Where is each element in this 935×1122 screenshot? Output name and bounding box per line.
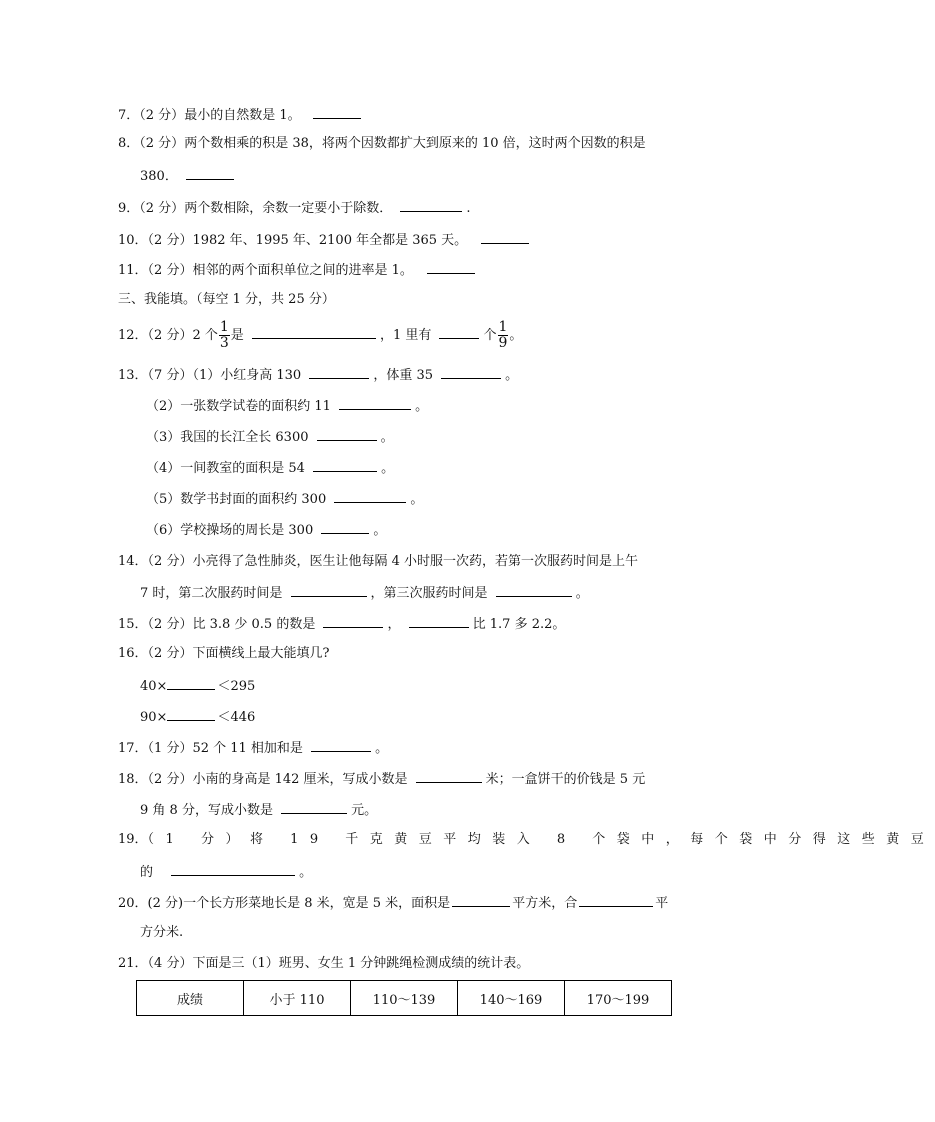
table-header-cell: 140～169 (458, 981, 565, 1016)
question-text: 一个长方形菜地长是 8 米，宽是 5 米，面积是 (183, 896, 451, 911)
question-number: 7． (118, 108, 140, 123)
question-text: 两个数相乘的积是 38，将两个因数都扩大到原来的 10 倍，这时两个因数的积是 (184, 136, 646, 151)
question-13-part-4 (146, 459, 394, 477)
question-18 (118, 770, 645, 788)
question-16-row-2 (140, 708, 255, 726)
punctuation: . (466, 201, 471, 216)
question-score: （2 分） (139, 136, 185, 151)
answer-blank[interactable] (313, 106, 361, 119)
question-number: 9． (118, 201, 140, 216)
fraction-one-third (219, 320, 230, 351)
answer-blank[interactable] (400, 199, 462, 212)
question-text: （1）小红身高 130 (192, 368, 302, 383)
question-text: 小亮得了急性肺炎，医生让他每隔 4 小时服一次药，若第一次服药时间是上午 (192, 554, 638, 569)
punctuation: 。 (415, 399, 429, 414)
question-score: （2 分） (147, 617, 193, 632)
question-score: （7 分） (147, 368, 193, 383)
question-text: ，体重 35 (373, 368, 433, 383)
answer-blank[interactable] (321, 521, 369, 534)
question-number: 8． (118, 136, 140, 151)
question-score: （2 分） (139, 108, 185, 123)
question-text: 米；一盒饼干的价钱是 5 元 (485, 772, 646, 787)
fraction-numerator: 1 (498, 319, 508, 335)
question-text: （4）一间教室的面积是 54 (146, 461, 305, 476)
answer-blank[interactable] (439, 326, 479, 339)
question-13-part-2 (146, 397, 428, 415)
question-number: 17． (118, 741, 148, 756)
question-14 (118, 554, 638, 570)
punctuation: 。 (380, 430, 394, 445)
answer-blank[interactable] (291, 584, 367, 597)
answer-blank[interactable] (281, 801, 347, 814)
table-header-cell: 110～139 (351, 981, 458, 1016)
question-score: （2 分） (147, 233, 193, 248)
question-text: 小南的身高是 142 厘米，写成小数是 (192, 772, 408, 787)
answer-blank[interactable] (579, 894, 653, 907)
answer-blank[interactable] (167, 708, 215, 721)
answer-blank[interactable] (496, 584, 572, 597)
question-21 (118, 956, 529, 972)
question-text: 平 (655, 896, 669, 911)
answer-blank[interactable] (481, 231, 529, 244)
fraction-numerator: 1 (219, 319, 229, 335)
answer-blank[interactable] (452, 894, 510, 907)
question-score: （2 分） (147, 554, 193, 569)
question-15 (118, 615, 565, 633)
question-10 (118, 231, 533, 249)
question-score: （2 分） (147, 646, 193, 661)
question-number: 15． (118, 617, 148, 632)
answer-blank[interactable] (416, 770, 482, 783)
punctuation: 。 (410, 492, 424, 507)
question-number: 14． (118, 554, 148, 569)
question-number: 20． (118, 896, 148, 911)
answer-blank[interactable] (186, 167, 234, 180)
question-text: ＜446 (217, 710, 256, 725)
question-11 (118, 261, 479, 279)
question-14-continued (140, 584, 589, 602)
question-score: （2 分） (147, 772, 193, 787)
question-20 (118, 894, 668, 912)
question-text: 比 3.8 少 0.5 的数是 (192, 617, 316, 632)
question-text: 元。 (351, 803, 378, 818)
question-text: 个 (483, 328, 497, 343)
question-20-continued (140, 925, 183, 941)
question-8 (118, 136, 646, 152)
answer-blank[interactable] (317, 428, 377, 441)
answer-blank[interactable] (167, 677, 215, 690)
question-13 (118, 366, 518, 384)
question-13-part-3 (146, 428, 394, 446)
answer-blank[interactable] (441, 366, 501, 379)
punctuation: 。 (509, 328, 523, 343)
question-number: 10． (118, 233, 148, 248)
question-number: 11． (118, 263, 148, 278)
answer-blank[interactable] (309, 366, 369, 379)
question-text: （6）学校操场的周长是 300 (146, 523, 314, 538)
answer-blank[interactable] (311, 739, 371, 752)
question-19 (118, 832, 935, 848)
question-text: 90× (140, 710, 168, 725)
question-text: （5）数学书封面的面积约 300 (146, 492, 327, 507)
question-text: 52 个 11 相加和是 (192, 741, 303, 756)
question-16-row-1 (140, 677, 255, 695)
question-17 (118, 739, 388, 757)
question-score: (2 分) (147, 896, 184, 911)
question-text: 比 1.7 多 2.2。 (472, 617, 566, 632)
question-score: （4 分） (147, 956, 193, 971)
answer-blank[interactable] (171, 863, 295, 876)
section-heading: 三、我能填。（每空 1 分，共 25 分） (118, 292, 335, 307)
question-text: 9 角 8 分，写成小数是 (140, 803, 273, 818)
answer-blank[interactable] (427, 261, 475, 274)
question-score: （1 分） (147, 832, 250, 847)
question-score: （1 分） (147, 741, 193, 756)
question-9 (118, 199, 470, 217)
question-number: 13． (118, 368, 148, 383)
question-text: 两个数相除，余数一定要小于除数． (184, 201, 393, 216)
question-text: 最小的自然数是 1。 (184, 108, 301, 123)
question-8-continued (140, 167, 238, 185)
section-title (118, 292, 335, 308)
question-text: 的 (140, 865, 154, 880)
question-7 (118, 106, 365, 124)
fraction-denominator: 9 (498, 335, 508, 351)
question-text: （2）一张数学试卷的面积约 11 (146, 399, 331, 414)
answer-blank[interactable] (334, 490, 406, 503)
question-number: 19． (118, 832, 148, 847)
question-text: （3）我国的长江全长 6300 (146, 430, 309, 445)
fraction-denominator: 3 (219, 335, 229, 351)
answer-blank[interactable] (252, 326, 376, 339)
question-text: ，1 里有 (379, 328, 432, 343)
answer-blank[interactable] (323, 615, 383, 628)
question-text: 平方米，合 (512, 896, 578, 911)
punctuation: 。 (299, 865, 313, 880)
question-score: （2 分） (139, 201, 185, 216)
table-header-cell: 小于 110 (244, 981, 351, 1016)
question-text: 下面是三（1）班男、女生 1 分钟跳绳检测成绩的统计表。 (192, 956, 530, 971)
punctuation: 。 (375, 741, 389, 756)
question-number: 16． (118, 646, 148, 661)
question-text: 将 19 千克黄豆平均装入 8 个袋中，每个袋中分得这些黄豆 (249, 832, 935, 847)
answer-blank[interactable] (339, 397, 411, 410)
punctuation: 。 (381, 461, 395, 476)
fraction-one-ninth (498, 320, 509, 351)
question-text: 7 时，第二次服药时间是 (140, 586, 283, 601)
question-number: 18． (118, 772, 148, 787)
punctuation: 。 (373, 523, 387, 538)
question-text: 相邻的两个面积单位之间的进率是 1。 (192, 263, 413, 278)
table-header-cell: 成绩 (137, 981, 244, 1016)
answer-blank[interactable] (313, 459, 377, 472)
question-12 (118, 318, 522, 354)
question-text: 2 个 (192, 328, 218, 343)
punctuation: ， (387, 617, 401, 632)
answer-blank[interactable] (409, 615, 469, 628)
question-text: 380． (140, 169, 178, 184)
question-19-continued (140, 863, 312, 881)
table-header-row (137, 981, 672, 1016)
question-score: （2 分） (147, 263, 193, 278)
question-text: 方分米. (140, 925, 184, 940)
question-text: 1982 年、1995 年、2100 年全都是 365 天。 (192, 233, 468, 248)
question-16 (118, 646, 329, 662)
question-13-part-5 (146, 490, 423, 508)
question-13-part-6 (146, 521, 386, 539)
question-text: 40× (140, 679, 168, 694)
table-header-cell: 170～199 (565, 981, 672, 1016)
question-number: 12． (118, 328, 148, 343)
question-text: 下面横线上最大能填几? (192, 646, 330, 661)
question-text: ，第三次服药时间是 (370, 586, 488, 601)
question-score: （2 分） (147, 328, 193, 343)
punctuation: 。 (575, 586, 589, 601)
question-18-continued (140, 801, 377, 819)
question-number: 21． (118, 956, 148, 971)
punctuation: 。 (505, 368, 519, 383)
question-text: ＜295 (217, 679, 256, 694)
score-table (136, 980, 672, 1016)
question-text: 是 (230, 328, 244, 343)
